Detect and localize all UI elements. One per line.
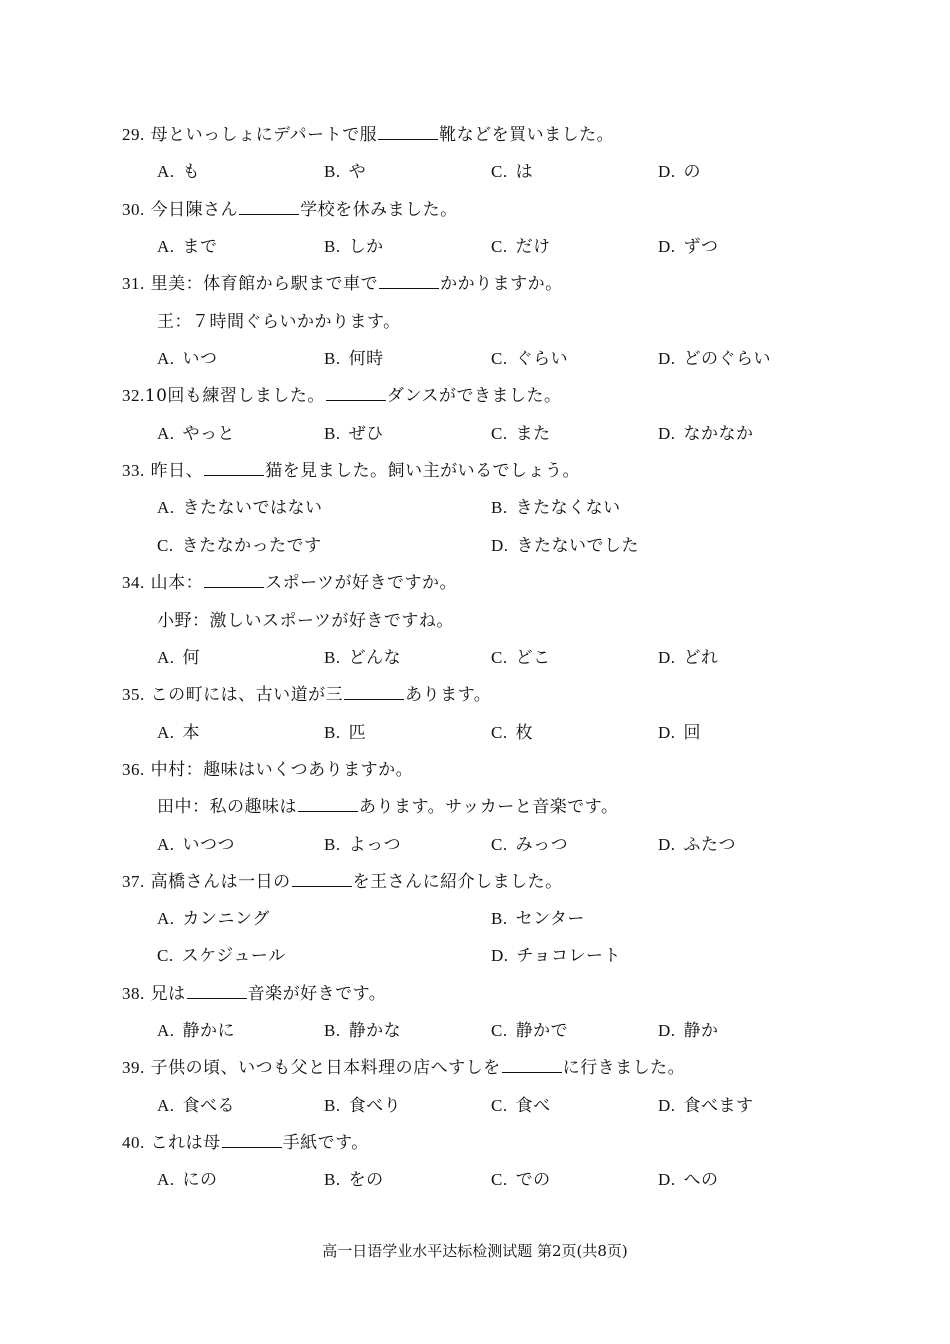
option-text: きたないでした <box>516 536 640 556</box>
answer-blank <box>378 125 438 140</box>
option-text: だけ <box>515 237 551 257</box>
option-letter: D. <box>658 237 676 256</box>
option-d <box>658 835 736 855</box>
option-text: にの <box>182 1170 218 1190</box>
option-d <box>658 1170 719 1190</box>
option-a <box>157 1021 235 1041</box>
option-d <box>658 237 719 257</box>
option-text: ぐらい <box>515 349 569 369</box>
option-text: 静かな <box>348 1021 402 1041</box>
question-number: 39. <box>122 1058 145 1077</box>
question-text: 手紙です。 <box>282 1133 369 1153</box>
option-d <box>658 1021 719 1041</box>
answer-blank <box>344 685 404 700</box>
option-d <box>658 424 754 444</box>
option-text: での <box>515 1170 551 1190</box>
option-text: カンニング <box>182 909 270 929</box>
question-number: 31. <box>122 274 145 293</box>
question-33 <box>122 461 580 481</box>
option-letter: A. <box>157 424 175 443</box>
option-text: 何 <box>182 648 201 668</box>
question-text: 学校を休みました。 <box>300 200 458 220</box>
option-letter: C. <box>491 424 508 443</box>
option-text: どのぐらい <box>683 349 772 369</box>
option-text: しか <box>348 237 384 257</box>
question-37 <box>122 872 563 892</box>
option-letter: A. <box>157 1021 175 1040</box>
option-letter: B. <box>324 1170 341 1189</box>
option-letter: C. <box>491 349 508 368</box>
option-text: 食べり <box>348 1096 402 1116</box>
question-text: 小野：激しいスポーツが好きですね。 <box>157 611 454 631</box>
option-letter: B. <box>324 424 341 443</box>
option-letter: B. <box>324 237 341 256</box>
option-text: ぜひ <box>348 424 384 444</box>
option-letter: D. <box>658 1096 676 1115</box>
option-letter: D. <box>491 946 509 965</box>
question-number: 38. <box>122 984 145 1003</box>
question-text: 兄は <box>150 984 186 1004</box>
option-b <box>324 648 401 668</box>
option-letter: D. <box>658 1170 676 1189</box>
option-c <box>491 162 533 182</box>
question-39 <box>122 1058 685 1078</box>
question-text: 高橋さんは一日の <box>150 872 291 892</box>
option-text: 静か <box>683 1021 719 1041</box>
option-letter: C. <box>491 1096 508 1115</box>
option-text: まで <box>182 237 218 257</box>
option-c <box>491 1021 568 1041</box>
question-number: 36. <box>122 760 145 779</box>
option-letter: C. <box>491 1170 508 1189</box>
question-text: 田中：私の趣味は <box>157 797 297 817</box>
option-letter: B. <box>324 162 341 181</box>
option-c <box>491 723 533 743</box>
option-text: どこ <box>515 648 551 668</box>
option-letter: C. <box>157 536 174 555</box>
question-text: あります。サッカーと音楽です。 <box>359 797 619 817</box>
option-d <box>658 1096 754 1116</box>
option-text: いつ <box>182 349 218 369</box>
option-c <box>491 1170 551 1190</box>
question-text: 昨日、 <box>150 461 204 481</box>
option-text: きたなかったです <box>181 536 322 556</box>
question-35 <box>122 685 491 705</box>
option-text: どれ <box>683 648 719 668</box>
option-letter: B. <box>491 498 508 517</box>
option-letter: C. <box>491 648 508 667</box>
question-text: 音楽が好きです。 <box>247 984 387 1004</box>
option-c <box>491 349 568 369</box>
option-text: 食べる <box>182 1096 236 1116</box>
option-b <box>491 498 621 518</box>
option-b <box>324 1096 401 1116</box>
option-text: 枚 <box>515 723 534 743</box>
option-letter: A. <box>157 349 175 368</box>
question-34-reply <box>157 611 454 631</box>
option-a <box>157 349 218 369</box>
question-30 <box>122 200 458 220</box>
question-31 <box>122 274 563 294</box>
question-number: 29. <box>122 125 145 144</box>
answer-blank <box>187 984 247 999</box>
question-text: かかりますか。 <box>440 274 563 294</box>
question-text: 靴などを買いました。 <box>439 125 615 145</box>
option-a <box>157 424 235 444</box>
option-text: や <box>348 162 367 182</box>
option-a <box>157 1096 235 1116</box>
option-a <box>157 835 235 855</box>
option-text: の <box>683 162 702 182</box>
option-a <box>157 723 200 743</box>
option-letter: A. <box>157 1096 175 1115</box>
question-36 <box>122 760 413 780</box>
option-letter: A. <box>157 237 175 256</box>
option-text: また <box>515 424 551 444</box>
question-text: 山本： <box>150 573 204 593</box>
option-text: ふたつ <box>683 835 737 855</box>
option-letter: A. <box>157 162 175 181</box>
option-b <box>324 237 384 257</box>
option-a <box>157 1170 218 1190</box>
option-letter: D. <box>491 536 509 555</box>
option-text: スケジュール <box>181 946 286 966</box>
option-letter: A. <box>157 835 175 854</box>
option-b <box>324 723 366 743</box>
option-c <box>491 648 551 668</box>
option-text: センター <box>515 909 585 929</box>
option-text: 何時 <box>348 349 384 369</box>
option-letter: B. <box>324 648 341 667</box>
option-letter: C. <box>491 162 508 181</box>
answer-blank <box>379 274 439 289</box>
option-a <box>157 498 323 518</box>
option-text: は <box>515 162 534 182</box>
option-text: をの <box>348 1170 384 1190</box>
option-letter: D. <box>658 648 676 667</box>
question-31-reply <box>157 312 401 332</box>
answer-blank <box>204 573 264 588</box>
option-letter: C. <box>491 1021 508 1040</box>
option-text: 食べ <box>515 1096 551 1116</box>
question-text: 里美：体育館から駅まで車で <box>150 274 379 294</box>
option-text: きたなくない <box>515 498 621 518</box>
option-d <box>658 349 771 369</box>
option-letter: D. <box>658 424 676 443</box>
option-b <box>324 1021 401 1041</box>
question-number: 34. <box>122 573 145 592</box>
question-number: 30. <box>122 200 145 219</box>
option-text: への <box>683 1170 719 1190</box>
option-d <box>491 946 621 966</box>
option-d <box>658 723 701 743</box>
option-d <box>658 162 701 182</box>
option-c <box>491 237 551 257</box>
question-text: スポーツが好きですか。 <box>265 573 457 593</box>
question-text: 猫を見ました。飼い主がいるでしょう。 <box>265 461 580 481</box>
page-footer: 高一日语学业水平达标检测试题 第2页(共8页) <box>322 1242 628 1260</box>
question-38 <box>122 984 386 1004</box>
option-letter: A. <box>157 1170 175 1189</box>
answer-blank <box>239 200 299 215</box>
answer-blank <box>502 1058 562 1073</box>
option-text: も <box>182 162 201 182</box>
question-29 <box>122 125 614 145</box>
question-text: を王さんに紹介しました。 <box>352 872 563 892</box>
question-36-reply <box>157 797 618 817</box>
option-a <box>157 909 270 929</box>
option-b <box>324 162 366 182</box>
question-text: ダンスができました。 <box>386 386 562 406</box>
question-34 <box>122 573 457 593</box>
option-letter: C. <box>491 835 508 854</box>
option-letter: A. <box>157 498 175 517</box>
option-d <box>658 648 719 668</box>
question-text: 母といっしょにデパートで服 <box>150 125 378 145</box>
option-text: 本 <box>182 723 201 743</box>
question-text: 10回も練習しました。 <box>144 386 325 406</box>
question-number: 32. <box>122 386 145 405</box>
option-text: ずつ <box>683 237 719 257</box>
answer-blank <box>292 872 352 887</box>
option-letter: D. <box>658 162 676 181</box>
option-text: なかなか <box>683 424 754 444</box>
option-c <box>157 536 322 556</box>
option-a <box>157 237 218 257</box>
option-letter: C. <box>491 723 508 742</box>
option-b <box>324 1170 384 1190</box>
option-letter: B. <box>324 1021 341 1040</box>
option-text: みっつ <box>515 835 569 855</box>
option-text: どんな <box>348 648 402 668</box>
question-text: 子供の頃、いつも父と日本料理の店へすしを <box>150 1058 501 1078</box>
option-letter: B. <box>324 349 341 368</box>
option-b <box>491 909 585 929</box>
option-c <box>157 946 286 966</box>
option-letter: B. <box>491 909 508 928</box>
question-number: 40. <box>122 1133 145 1152</box>
option-text: 静かで <box>515 1021 569 1041</box>
option-text: いつつ <box>182 835 236 855</box>
question-40 <box>122 1133 369 1153</box>
option-text: きたないではない <box>182 498 323 518</box>
option-text: 回 <box>683 723 702 743</box>
option-text: 食べます <box>683 1096 754 1116</box>
option-letter: C. <box>491 237 508 256</box>
question-number: 33. <box>122 461 145 480</box>
question-number: 37. <box>122 872 145 891</box>
question-text: 今日陳さん <box>150 200 239 220</box>
option-c <box>491 1096 551 1116</box>
option-b <box>324 349 384 369</box>
option-a <box>157 162 200 182</box>
option-text: 静かに <box>182 1021 236 1041</box>
option-letter: B. <box>324 723 341 742</box>
option-text: やっと <box>182 424 236 444</box>
option-letter: A. <box>157 648 175 667</box>
option-letter: A. <box>157 723 175 742</box>
option-letter: B. <box>324 1096 341 1115</box>
option-b <box>324 835 401 855</box>
option-a <box>157 648 200 668</box>
option-text: 匹 <box>348 723 367 743</box>
question-text: これは母 <box>150 1133 221 1153</box>
option-c <box>491 424 551 444</box>
question-text: 王：７時間ぐらいかかります。 <box>157 312 401 332</box>
question-text: 中村：趣味はいくつありますか。 <box>150 760 414 780</box>
option-letter: D. <box>658 835 676 854</box>
question-number: 35. <box>122 685 145 704</box>
option-letter: B. <box>324 835 341 854</box>
option-letter: C. <box>157 946 174 965</box>
option-letter: D. <box>658 723 676 742</box>
option-letter: D. <box>658 349 676 368</box>
option-letter: A. <box>157 909 175 928</box>
option-c <box>491 835 568 855</box>
answer-blank <box>204 461 264 476</box>
option-d <box>491 536 639 556</box>
question-text: に行きました。 <box>562 1058 686 1078</box>
option-letter: D. <box>658 1021 676 1040</box>
answer-blank <box>326 386 386 401</box>
option-text: チョコレート <box>516 946 622 966</box>
question-text: この町には、古い道が三 <box>150 685 344 705</box>
question-32 <box>122 386 562 406</box>
option-text: よっつ <box>348 835 402 855</box>
option-b <box>324 424 384 444</box>
question-text: あります。 <box>405 685 492 705</box>
answer-blank <box>222 1133 282 1148</box>
answer-blank <box>298 797 358 812</box>
